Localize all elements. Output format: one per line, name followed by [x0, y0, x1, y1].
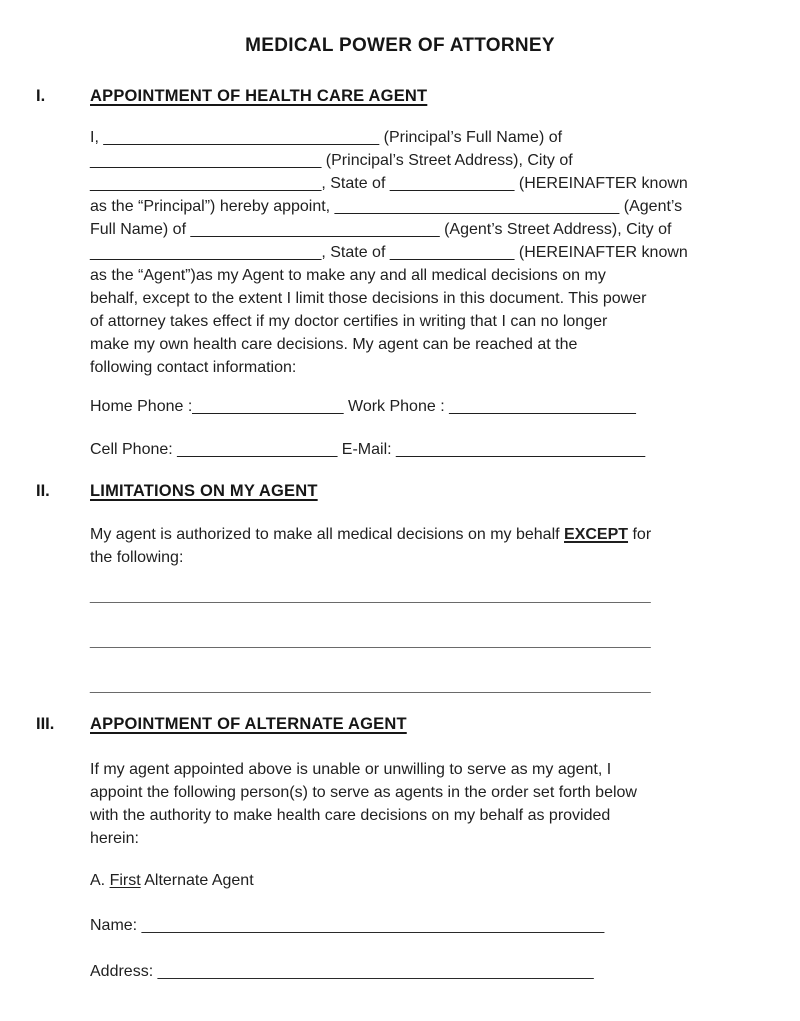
alt-agent-rest: Alternate Agent: [140, 872, 254, 889]
section-2-heading: [36, 481, 765, 501]
paragraph-line: as the “Agent”)as my Agent to make any and all medical decisions on my: [90, 267, 606, 284]
limitation-blank-line: _______________________________________________________________: [90, 587, 651, 604]
section-1-numeral: I.: [36, 87, 46, 105]
limitation-blank-line: _______________________________________________________________: [90, 632, 651, 649]
section-2-heading-text: LIMITATIONS ON MY AGENT: [90, 482, 318, 500]
paragraph-line: make my own health care decisions. My agent can be reached at the: [90, 336, 578, 353]
paragraph-line: behalf, except to the extent I limit those decisions in this document. This power: [90, 290, 647, 307]
alternate-agent-paragraph: [90, 758, 765, 850]
limitation-blank-line: _______________________________________________________________: [90, 677, 651, 694]
paragraph-line: __________________________ (Principal’s Street Address), City of: [90, 152, 573, 169]
limitations-text-before: My agent is authorized to make all medical decisions on my behalf: [90, 526, 565, 543]
address-blank: _________________________________________________: [157, 963, 594, 980]
section-1-heading-text: APPOINTMENT OF HEALTH CARE AGENT: [90, 87, 428, 105]
section-3-numeral: III.: [36, 715, 55, 733]
cell-email-line: Cell Phone: __________________ E-Mail: ____________________________: [90, 441, 646, 458]
paragraph-line: herein:: [90, 830, 139, 847]
home-work-phone-line: Home Phone :_________________ Work Phone : _____________________: [90, 398, 636, 415]
paragraph-line: with the authority to make health care decisions on my behalf as provided: [90, 807, 611, 824]
paragraph-line: If my agent appointed above is unable or unwilling to serve as my agent, I: [90, 761, 612, 778]
paragraph-line: __________________________, State of ______________ (HEREINAFTER known: [90, 244, 688, 261]
alt-agent-first-word: First: [109, 872, 141, 889]
limitations-paragraph: [90, 523, 765, 569]
appointment-paragraph: [90, 126, 765, 379]
paragraph-line: appoint the following person(s) to serve as agents in the order set forth below: [90, 784, 637, 801]
paragraph-line: Full Name) of ____________________________ (Agent’s Street Address), City of: [90, 221, 672, 238]
address-label: Address:: [90, 963, 158, 980]
paragraph-line: following contact information:: [90, 359, 297, 376]
section-1-heading: [36, 86, 765, 106]
section-2-numeral: II.: [36, 482, 50, 500]
paragraph-line: as the “Principal”) hereby appoint, ________________________________ (Agent’s: [90, 198, 683, 215]
paragraph-line: I, _______________________________ (Principal’s Full Name) of: [90, 129, 563, 146]
first-alternate-agent-label: [90, 869, 765, 892]
limitations-text-after: for: [628, 526, 652, 543]
name-blank: ____________________________________________________: [141, 917, 605, 934]
name-field: [90, 914, 765, 937]
section-3-heading-text: APPOINTMENT OF ALTERNATE AGENT: [90, 715, 407, 733]
alt-agent-prefix: A.: [90, 872, 110, 889]
paragraph-line: the following:: [90, 549, 184, 566]
except-emphasis: EXCEPT: [564, 526, 629, 543]
section-3-heading: [36, 714, 765, 734]
address-field: [90, 960, 765, 983]
paragraph-line: __________________________, State of ______________ (HEREINAFTER known: [90, 175, 688, 192]
paragraph-line: of attorney takes effect if my doctor certifies in writing that I can no longer: [90, 313, 608, 330]
paragraph-line: [90, 523, 765, 546]
page-title: MEDICAL POWER OF ATTORNEY: [245, 35, 555, 56]
name-label: Name:: [90, 917, 142, 934]
